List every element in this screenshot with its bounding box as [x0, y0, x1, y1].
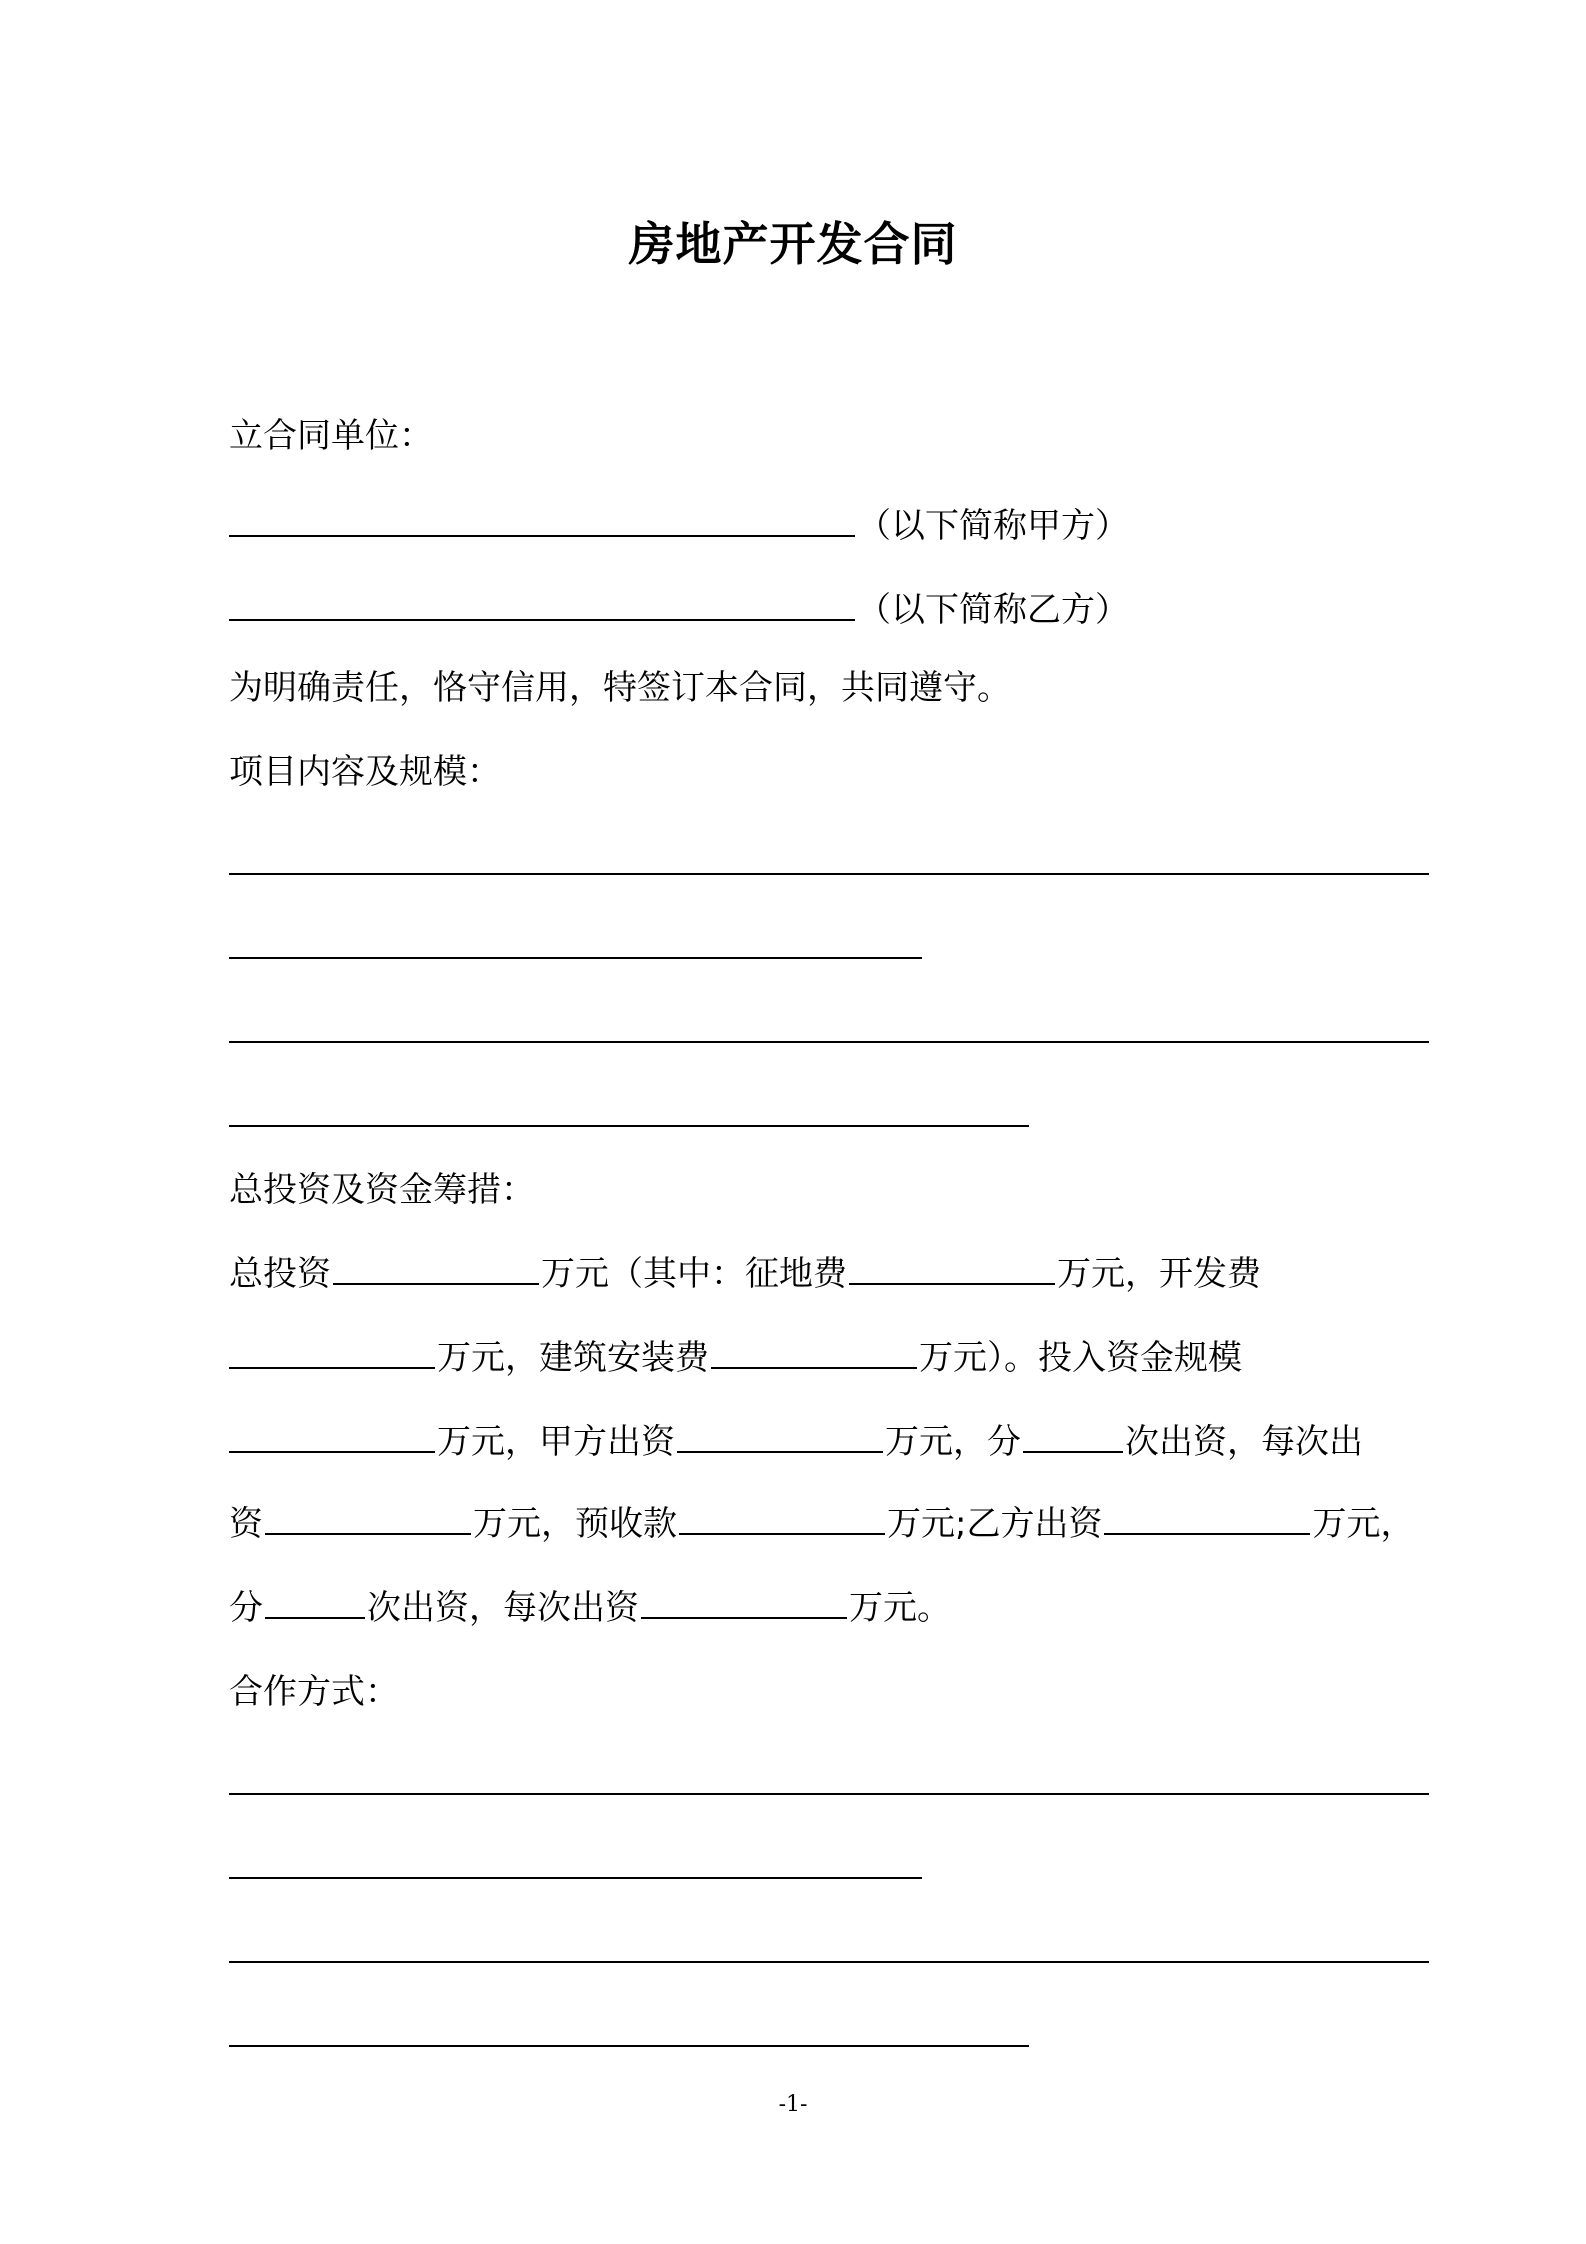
project-blank-line-2[interactable] [229, 957, 922, 959]
land-fee-label: 万元（其中：征地费 [541, 1254, 847, 1294]
investment-heading: 总投资及资金筹措： [229, 1170, 535, 1210]
development-fee-label: 万元，开发费 [1057, 1254, 1261, 1294]
party-b-contribution-label: 万元;乙方出资 [887, 1504, 1103, 1544]
cooperation-blank-line-1[interactable] [229, 1793, 1429, 1795]
cooperation-heading: 合作方式： [229, 1672, 399, 1712]
party-a-suffix: （以下简称甲方） [857, 506, 1129, 546]
investment-line-5 [229, 1584, 951, 1632]
preamble-text: 为明确责任，恪守信用，特签订本合同，共同遵守。 [229, 668, 1011, 708]
investment-total-label: 总投资 [229, 1254, 331, 1294]
project-blank-line-4[interactable] [229, 1125, 1029, 1127]
development-fee-blank[interactable] [229, 1337, 435, 1369]
investment-line-2 [229, 1334, 1242, 1382]
investment-line-3 [229, 1418, 1363, 1466]
investment-scale-label: 万元）。投入资金规模 [919, 1338, 1242, 1378]
party-b-contribution-unit: 万元， [1312, 1504, 1415, 1544]
party-b-installments-blank[interactable] [265, 1587, 365, 1619]
project-blank-line-3[interactable] [229, 1041, 1429, 1043]
installments-label: 万元，分 [885, 1422, 1021, 1462]
party-b-installments-label: 分 [229, 1588, 263, 1628]
investment-scale-blank[interactable] [229, 1421, 435, 1453]
party-a-contribution-blank[interactable] [677, 1421, 883, 1453]
party-b-blank[interactable] [229, 589, 855, 621]
party-b-per-installment-unit: 万元。 [849, 1588, 951, 1628]
per-installment-label-cont: 资 [229, 1504, 263, 1544]
advance-payment-label: 万元，预收款 [473, 1504, 677, 1544]
investment-line-1 [229, 1250, 1261, 1298]
party-a-contribution-label: 万元，甲方出资 [437, 1422, 675, 1462]
party-b-contribution-blank[interactable] [1104, 1503, 1310, 1535]
project-blank-line-1[interactable] [229, 873, 1429, 875]
investment-line-4 [229, 1500, 1414, 1548]
party-b-per-installment-label: 次出资，每次出资 [367, 1588, 639, 1628]
party-b-line [229, 586, 1129, 634]
party-a-blank[interactable] [229, 505, 855, 537]
party-b-suffix: （以下简称乙方） [857, 590, 1129, 630]
cooperation-blank-line-2[interactable] [229, 1877, 922, 1879]
construction-fee-label: 万元，建筑安装费 [437, 1338, 709, 1378]
document-title: 房地产开发合同 [628, 217, 958, 271]
per-installment-label: 次出资，每次出 [1125, 1422, 1363, 1462]
land-fee-blank[interactable] [849, 1253, 1055, 1285]
construction-fee-blank[interactable] [711, 1337, 917, 1369]
page-number: -1- [778, 2092, 808, 2117]
party-a-per-installment-blank[interactable] [265, 1503, 471, 1535]
cooperation-blank-line-3[interactable] [229, 1961, 1429, 1963]
cooperation-blank-line-4[interactable] [229, 2045, 1029, 2047]
party-a-installments-blank[interactable] [1023, 1421, 1123, 1453]
total-investment-blank[interactable] [333, 1253, 539, 1285]
parties-heading: 立合同单位： [229, 416, 433, 456]
party-b-per-installment-blank[interactable] [641, 1587, 847, 1619]
project-heading: 项目内容及规模： [229, 752, 501, 792]
advance-payment-blank[interactable] [679, 1503, 885, 1535]
party-a-line [229, 502, 1129, 550]
